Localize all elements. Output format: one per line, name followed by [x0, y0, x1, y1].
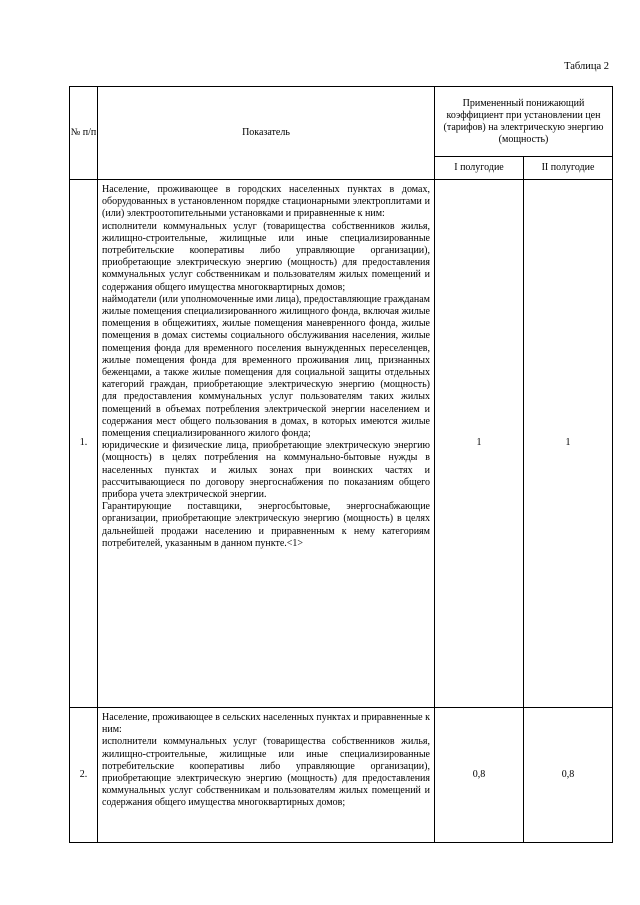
row-second-half-value: 0,8 — [524, 708, 613, 843]
row-number: 1. — [70, 180, 98, 708]
header-num: № п/п — [70, 87, 98, 180]
row-paragraph: Гарантирующие поставщики, энергосбытовые, энергоснабжающие организации, приобретающие электрическую энергию (мощность) в целях дальнейшей продажи населению и приравненным к нему категориям потребителей, указанным в данном пункте.<1> — [102, 501, 430, 549]
table-row — [70, 180, 613, 708]
row-paragraph: наймодатели (или уполномоченные ими лица), предоставляющие гражданам жилые помещения специализированного жилищного фонда, включая жилые помещения в общежитиях, жилые помещения маневренного фонда, жилые помещения в домах системы социального обслуживания населения, жилые помещения фонда для временного поселения вынужденных переселенцев, жилые помещения фонда для временного проживания лиц, признанных беженцами, а также жилые помещения для социальной защиты отдельных категорий граждан, приобретающие электрическую энергию (мощность) для предоставления коммунальных услуг пользователям таких жилых помещений в объемах потребления электрической энергии населением и содержания мест общего пользования в домах, в которых имеются жилые помещения специализированного жилого фонда; — [102, 293, 430, 440]
row-paragraph: исполнители коммунальных услуг (товарищества собственников жилья, жилищно-строительные, жилищные или иные специализированные потребительские кооперативы либо управляющие организации), приобретающие электрическую энергию (мощность) для предоставления коммунальных услуг собственникам и пользователям жилых помещений и содержания общего имущества многоквартирных домов; — [102, 736, 430, 809]
row-indicator-text — [98, 180, 435, 708]
row-number: 2. — [70, 708, 98, 843]
row-paragraph: юридические и физические лица, приобретающие электрическую энергию (мощность) в целях потребления на коммунально-бытовые нужды в населенных пунктах и жилых зонах при воинских частях и рассчитывающиеся по договору энергоснабжения по показаниям общего прибора учета электрической энергии. — [102, 440, 430, 501]
row-indicator-text — [98, 708, 435, 843]
table-row — [70, 708, 613, 843]
header-coefficient: Примененный понижающий коэффициент при установлении цен (тарифов) на электрическую энергию (мощность) — [435, 87, 613, 157]
coefficient-table — [69, 86, 613, 843]
row-first-half-value: 0,8 — [435, 708, 524, 843]
header-second-half: II полугодие — [524, 157, 613, 180]
row-paragraph: Население, проживающее в городских населенных пунктах в домах, оборудованных в установленном порядке стационарными электроплитами и (или) электроотопительными установками и приравненные к ним: — [102, 184, 430, 220]
row-second-half-value: 1 — [524, 180, 613, 708]
header-indicator: Показатель — [98, 87, 435, 180]
row-paragraph: исполнители коммунальных услуг (товарищества собственников жилья, жилищно-строительные, жилищные или иные специализированные потребительские кооперативы либо управляющие организации), приобретающие электрическую энергию (мощность) для предоставления коммунальных услуг собственникам и пользователям жилых помещений и содержания общего имущества многоквартирных домов; — [102, 220, 430, 293]
row-paragraph: Население, проживающее в сельских населенных пунктах и приравненные к ним: — [102, 712, 430, 736]
header-first-half: I полугодие — [435, 157, 524, 180]
row-first-half-value: 1 — [435, 180, 524, 708]
table-caption: Таблица 2 — [564, 61, 609, 72]
